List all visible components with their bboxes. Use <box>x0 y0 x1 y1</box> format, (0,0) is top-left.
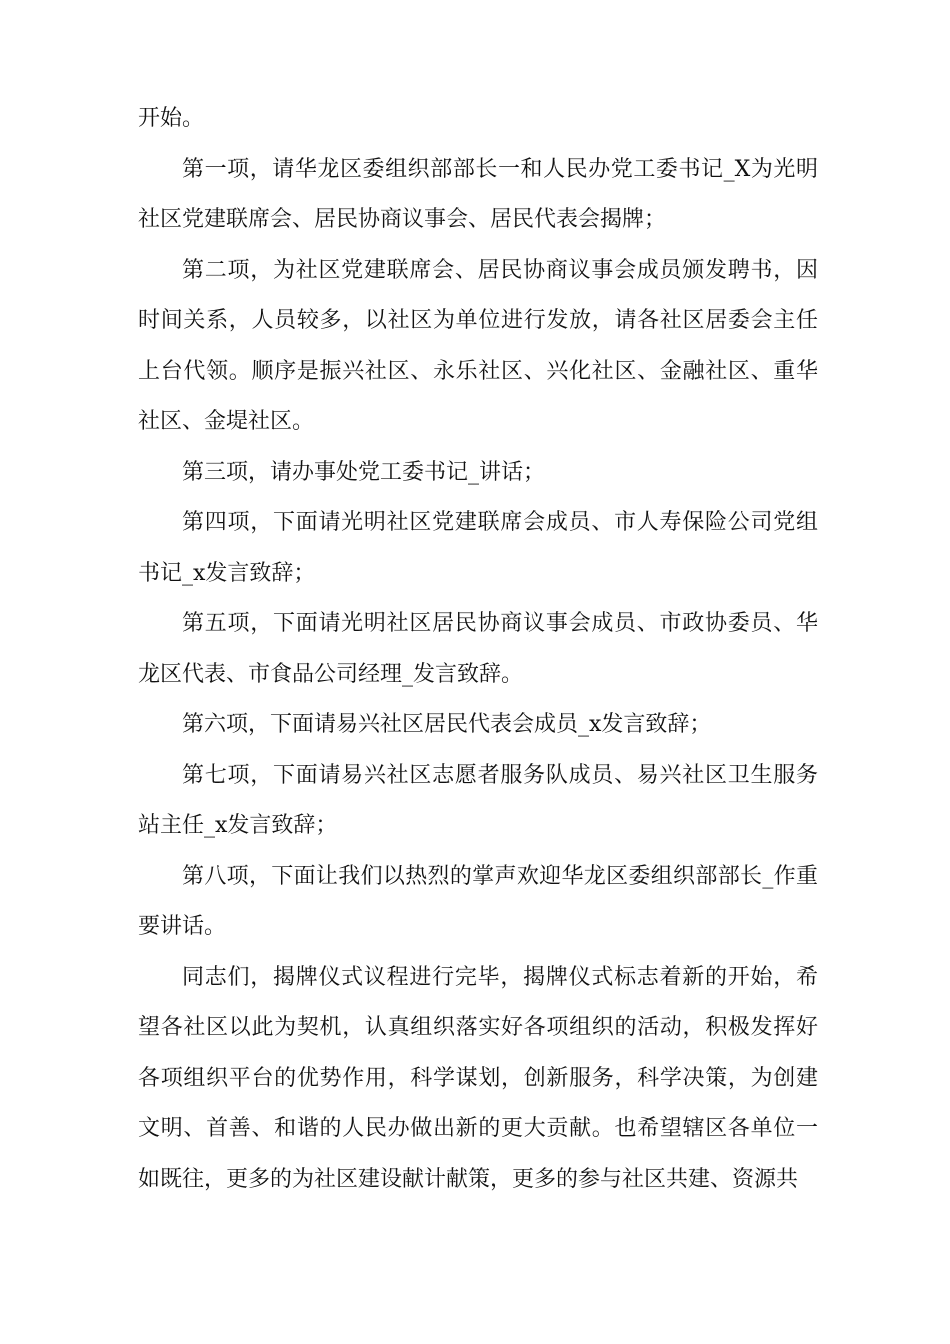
paragraph-closing: 同志们，揭牌仪式议程进行完毕，揭牌仪式标志着新的开始，希望各社区以此为契机，认真组织落实好各项组织的活动，积极发挥好各项组织平台的优势作用，科学谋划，创新服务，科学决策，为创建文明、首善、和谐的人民办做出新的更大贡献。也希望辖区各单位一如既往，更多的为社区建设献计献策，更多的参与社区共建、资源共 <box>138 964 818 1192</box>
paragraph-item-6: 第六项，下面请易兴社区居民代表会成员_x发言致辞； <box>182 712 712 737</box>
paragraph-item-3: 第三项，请办事处党工委书记_讲话； <box>182 459 546 485</box>
paragraph-continuation: 开始。 <box>138 106 205 131</box>
paragraph-item-8: 第八项，下面让我们以热烈的掌声欢迎华龙区委组织部部长_作重要讲话。 <box>138 863 818 939</box>
paragraph-item-7: 第七项，下面请易兴社区志愿者服务队成员、易兴社区卫生服务站主任_x发言致辞； <box>138 762 818 838</box>
paragraph-item-4: 第四项，下面请光明社区党建联席会成员、市人寿保险公司党组书记_x发言致辞； <box>138 510 818 586</box>
paragraph-item-1: 第一项，请华龙区委组织部部长一和人民办党工委书记_X为光明社区党建联席会、居民协商议事会、居民代表会揭牌； <box>138 156 818 232</box>
paragraph-item-5: 第五项，下面请光明社区居民协商议事会成员、市政协委员、华龙区代表、市食品公司经理_发言致辞。 <box>138 611 818 687</box>
document-body <box>138 94 818 1205</box>
paragraph-item-2: 第二项，为社区党建联席会、居民协商议事会成员颁发聘书，因时间关系，人员较多，以社区为单位进行发放，请各社区居委会主任上台代领。顺序是振兴社区、永乐社区、兴化社区、金融社区、重华社区、金堤社区。 <box>138 257 818 434</box>
